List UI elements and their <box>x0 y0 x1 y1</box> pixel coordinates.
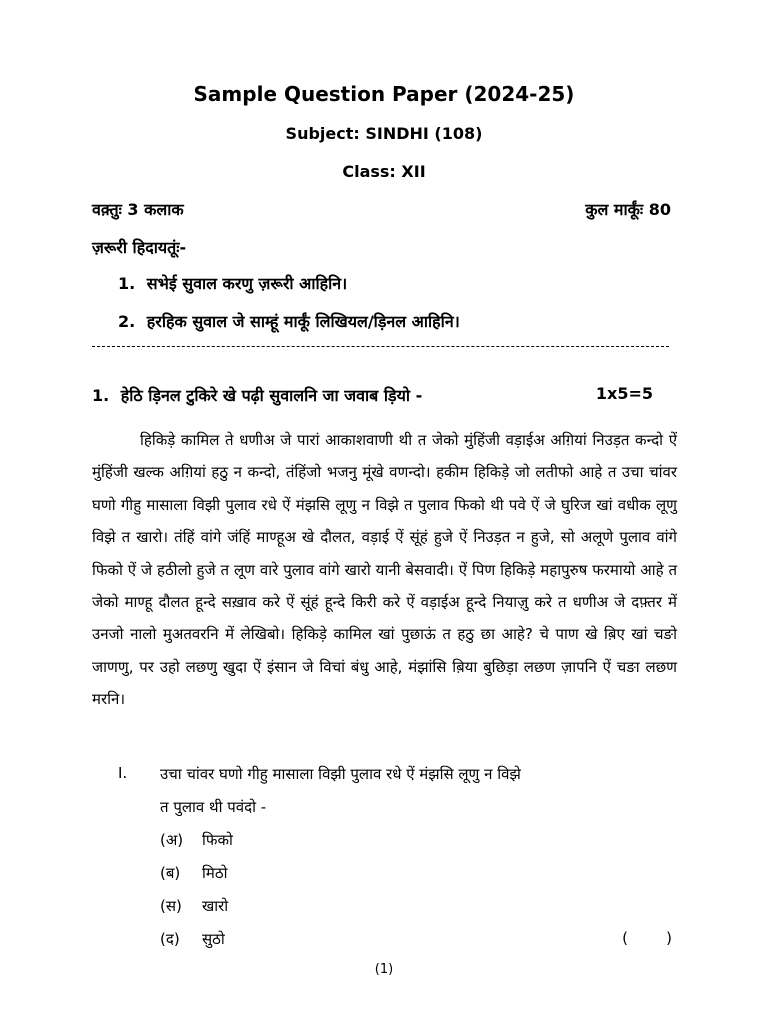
instruction-number: 1. <box>118 274 136 293</box>
question-number: 1. <box>92 386 110 405</box>
instruction-text: हरहिक सुवाल जे साम्हूं मार्कूं लिखियल/ड़िनल आहिनि। <box>146 312 460 331</box>
option-label: (द) <box>160 930 180 948</box>
instruction-item <box>118 272 347 294</box>
answer-box: ( ) <box>622 929 672 947</box>
option-a <box>160 830 233 850</box>
sub-question-line-2: त पुलाव थी पवंदो - <box>160 798 267 816</box>
option-label: (ब) <box>160 864 181 882</box>
page-title: Sample Question Paper (2024-25) <box>193 82 575 106</box>
page-number: (1) <box>374 962 394 977</box>
sub-question-line-1: उचा चांवर घणो गीहु मासाला विझी पुलाव रधे ऐं मंझसि लूणु न विझे <box>160 765 521 783</box>
section-divider <box>92 346 669 347</box>
instructions-heading: ज़रूरी हिदायतूंः- <box>92 238 187 257</box>
class-line: Class: XII <box>342 162 426 181</box>
subject-line: Subject: SINDHI (108) <box>285 124 483 143</box>
sub-question-number: I. <box>118 764 128 782</box>
time-allowed: वक़्तुः 3 कलाक <box>92 200 184 219</box>
option-label: (अ) <box>160 831 184 849</box>
option-d <box>160 929 225 949</box>
option-text: फिको <box>202 831 233 849</box>
instruction-item <box>118 310 460 332</box>
total-marks: कुल मार्कूंः 80 <box>585 200 671 219</box>
option-text: सुठो <box>202 930 225 948</box>
question-text: हेठि ड़िनल टुकिरे खे पढ़ी सुवालनि जा जवाब ड़ियो - <box>120 386 423 405</box>
option-b <box>160 863 228 883</box>
passage: हिकिड़े कामिल ते धणीअ जे पारां आकाशवाणी थी त जेको मुंहिंजी वड़ाईअ अग़ियां निउड़त कन्दो ऐं मुंहिंजी खल्क अग़ियां हठु न कन्दो, तंहिंजो भजनु मूंखे वणन्दो। हकीम हिकिड़े जो लतीफो आहे त उचा चांवर घणो गीहु मासाला विझी पुलाव रधे ऐं मंझसि लूणु न विझे त पुलाव फिको थी पवे ऐं जे घुरिज खां वधीक लूणु विझे त खारो। तंहिं वांगे जंहिं माण्हूअ खे दौलत, वड़ाई ऐं सूंहं हुजे ऐं निउड़त न हुजे, सो अलूणे पुलाव वांगे फिको ऐं जे हठीलो हुजे त लूण वारे पुलाव वांगे खारो यानी बेसवादी। ऐं पिण हिकिड़े महापुरुष फरमायो आहे त जेको माण्हू दौलत हून्दे सख़ाव करे ऐं सूंहं हून्दे किरी करे ऐं वड़ाईअ हून्दे नियाज़ु करे त धणीअ जे दफ़्तर में उनजो नालो मुअतवरनि में लेखिबो। हिकिड़े कामिल खां पुछाऊं त हठु छा आहे? चे पाण खे ब़िए खां चङो जाणणु, पर उहो लछणु खुदा ऐं इंसान जे विचां बंधु आहे, मंझांसि ब़िया बुछिड़ा लछण ज़ापनि ऐं चङा लछण मरनि। <box>92 431 677 709</box>
option-c <box>160 896 229 916</box>
option-text: मिठो <box>202 864 228 882</box>
question-marks: 1x5=5 <box>595 384 653 403</box>
question-heading <box>92 384 422 406</box>
option-label: (स) <box>160 897 182 915</box>
instruction-number: 2. <box>118 312 136 331</box>
option-text: खारो <box>202 897 229 915</box>
instruction-text: सभेई सुवाल करणु ज़रूरी आहिनि। <box>146 274 348 293</box>
